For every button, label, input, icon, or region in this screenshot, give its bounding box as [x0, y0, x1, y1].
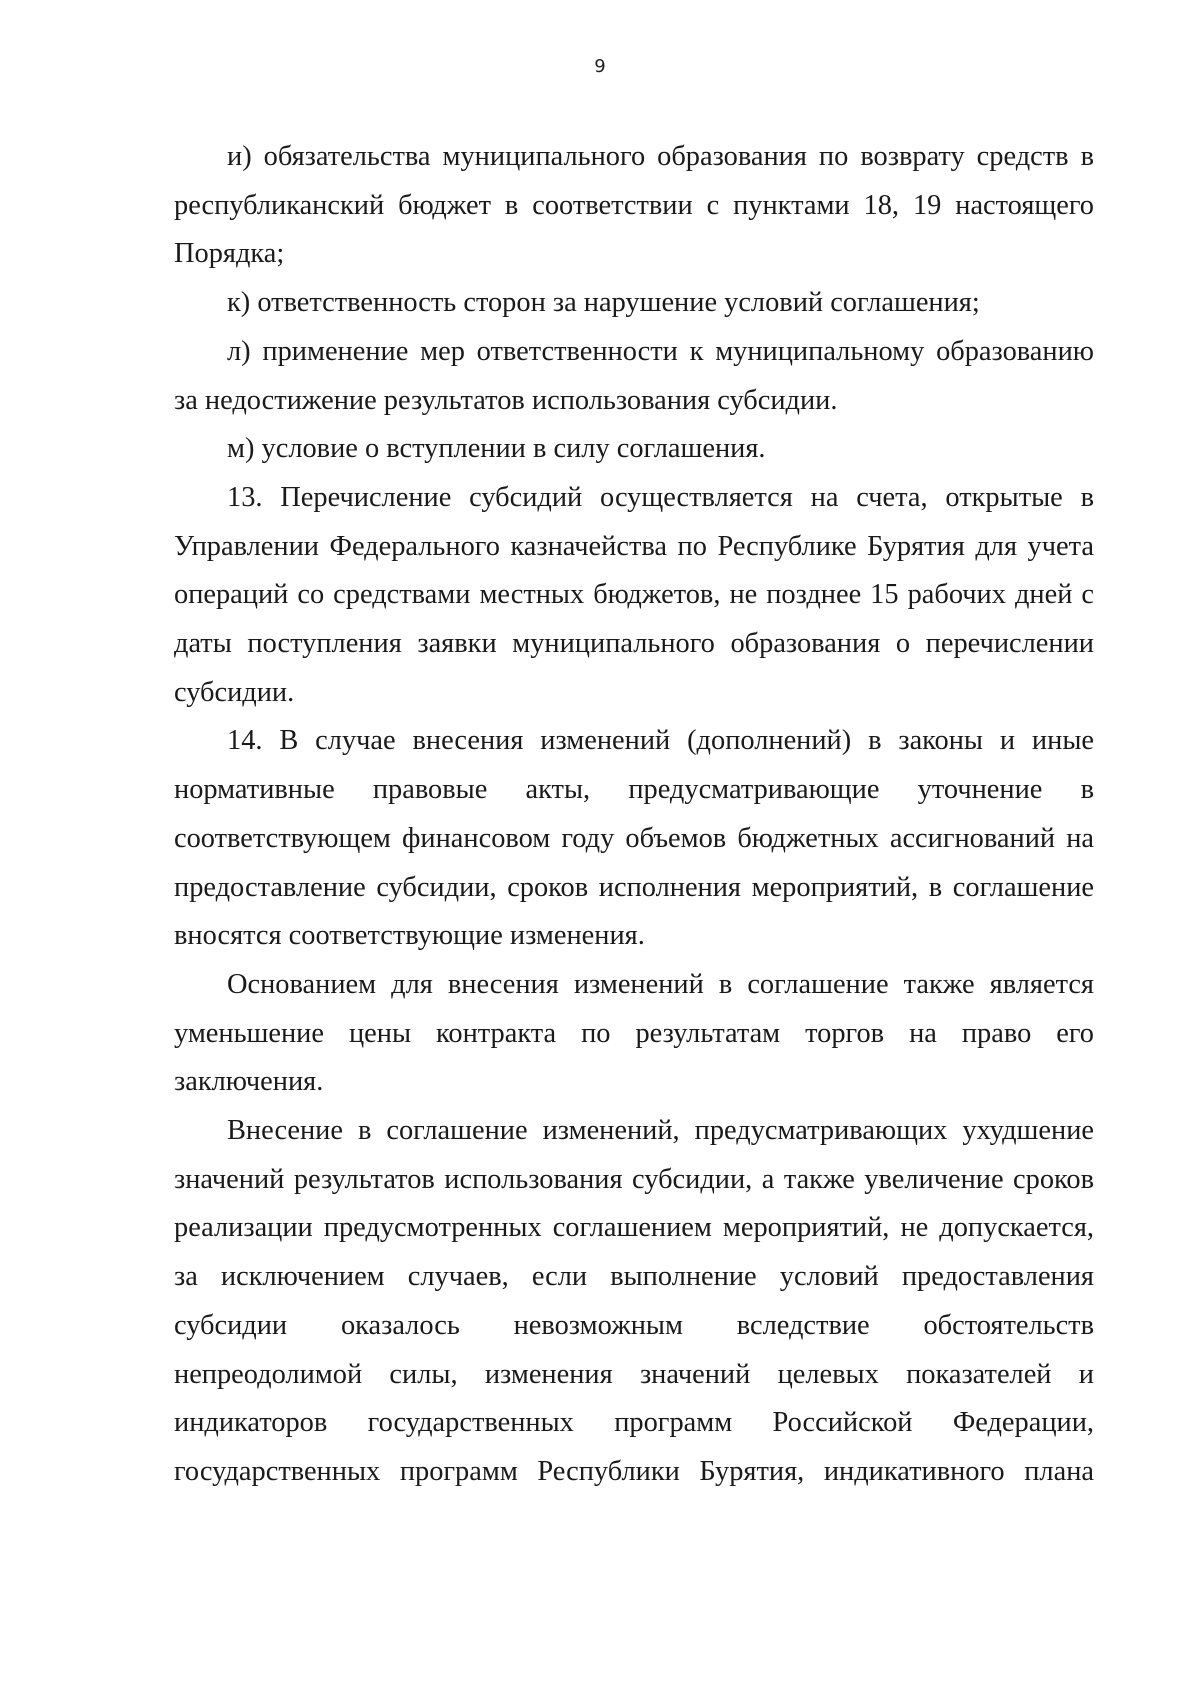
paragraph-amendment-restrictions: Внесение в соглашение изменений, предусматривающих ухудшение значений результатов использования субсидии, а также увеличение сроков реализации предусмотренных соглашением мероприятий, не допускается, за исключением случаев, если выполнение условий предоставления субсидии оказалось невозможным вследствие обстоятельств непреодолимой силы, изменения значений целевых показателей и индикаторов государственных программ Российской Федерации, государственных программ Республики Бурятия, индикативного плана: [174, 1115, 1094, 1487]
paragraph-item-m: м) условие о вступлении в силу соглашения.: [227, 433, 766, 465]
paragraph-amendment-basis: Основанием для внесения изменений в соглашение также является уменьшение цены контракта по результатам торгов на право его заключения.: [174, 968, 1094, 1098]
paragraph-clause-14: 14. В случае внесения изменений (дополнений) в законы и иные нормативные правовые акты, предусматривающие уточнение в соответствующем финансовом году объемов бюджетных ассигнований на предоставление субсидии, сроков исполнения мероприятий, в соглашение вносятся соответствующие изменения.: [174, 725, 1094, 952]
paragraph-item-i: и) обязательства муниципального образования по возврату средств в республиканский бюджет в соответствии с пунктами 18, 19 настоящего Порядка;: [174, 141, 1094, 270]
paragraph-item-k: к) ответственность сторон за нарушение условий соглашения;: [227, 287, 980, 319]
paragraph-item-l: л) применение мер ответственности к муниципальному образованию за недостижение результатов использования субсидии.: [174, 335, 1094, 416]
document-body: [174, 133, 1094, 1497]
page-number: 9: [594, 56, 606, 77]
paragraph-clause-13: 13. Перечисление субсидий осуществляется на счета, открытые в Управлении Федерального казначейства по Республике Бурятия для учета операций со средствами местных бюджетов, не позднее 15 рабочих дней с даты поступления заявки муниципального образования о перечислении субсидии.: [174, 481, 1094, 708]
